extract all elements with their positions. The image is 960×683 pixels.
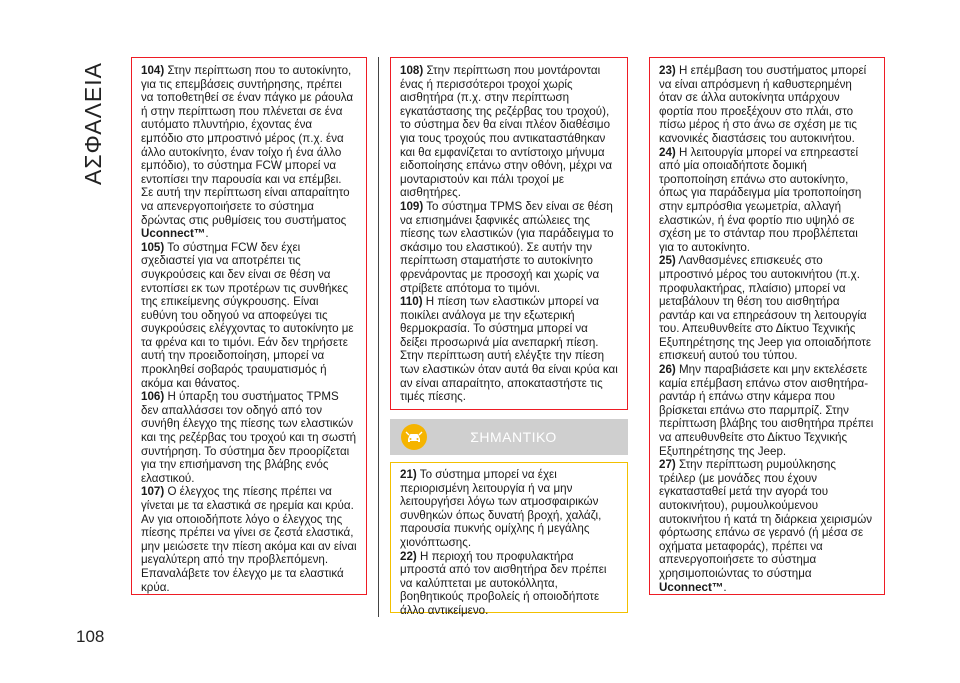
column-divider xyxy=(378,57,379,617)
notes-column-1 xyxy=(131,57,367,595)
note-number: 23) xyxy=(659,64,676,77)
note-paragraph: 21) Το σύστημα μπορεί να έχει περιορισμένη λειτουργία ή να μην λειτουργήσει λόγω των ατμοσφαιρικών συνθηκών όπως δυνατή βροχή, χαλάζι, παρουσία πυκνής ομίχλης ή μεγάλης χιονόπτωσης. xyxy=(400,468,602,549)
notes-column-3 xyxy=(649,57,885,595)
note-paragraph: 109) Το σύστημα TPMS δεν είναι σε θέση να επισημάνει ξαφνικές απώλειες της πίεσης των ελαστικών (για παράδειγμα το σκάσιμο του ελαστικού). Σε αυτήν την περίπτωση σταματήστε το αυτοκίνητο φρενάροντας με προσοχή και χωρίς να στρίβετε απότομα το τιμόνι. xyxy=(400,199,614,295)
note-paragraph: 25) Λανθασμένες επισκευές στο μπροστινό μέρος του αυτοκινήτου (π.χ. προφυλακτήρας, πλαίσιο) μπορεί να μεταβάλουν τη θέση του αισθητήρα ραντάρ και να επηρεάσουν τη λειτουργία του. Απευθυνθείτε στο Δίκτυο Τεχνικής Εξυπηρέτησης της Jeep για οποιαδήποτε επισκευή αυτού του τύπου. xyxy=(659,254,872,363)
note-paragraph: 108) Στην περίπτωση που μοντάρονται ένας ή περισσότεροι τροχοί χωρίς αισθητήρα (π.χ. στην περίπτωση εγκατάστασης της ρεζέρβας του τροχού), το σύστημα δεν θα είναι πλέον διαθέσιμο για τους τροχούς που αντικαταστάθηκαν και θα εμφανίζεται το αντίστοιχο μήνυμα ειδοποίησης επάνω στην οθόνη, μέχρι να μονταριστούν και πάλι τροχοί με αισθητήρες. xyxy=(400,64,613,200)
page-number: 108 xyxy=(76,627,105,646)
note-paragraph: 27) Στην περίπτωση ρυμούλκησης τρέιλερ (με μονάδες που έχουν εγκατασταθεί μετά την αγορά του αυτοκινήτου), ρυμουλκούμενου αυτοκινήτου ή κατά τη διάρκεια χειρισμών φόρτωσης επάνω σε γερανό (ή μέσα σε οχήματα μεταφοράς), πρέπει να απενεργοποιήσετε το σύστημα χρησιμοποιώντας το σύστημα Uconnect™. xyxy=(659,458,873,594)
note-paragraph: 107) Ο έλεγχος της πίεσης πρέπει να γίνεται με τα ελαστικά σε ηρεμία και κρύα. Αν για οποιοδήποτε λόγο ο έλεγχος της πίεσης πρέπει να γίνει σε ζεστά ελαστικά, μην μειώσετε την πίεση ακόμα και αν είναι μεγαλύτερη από την προβλεπόμενη. Επαναλάβετε τον έλεγχο με τα ελαστικά κρύα. xyxy=(141,485,357,594)
note-number: 26) xyxy=(659,363,676,377)
warning-car-icon xyxy=(401,424,427,450)
note-paragraph: 26) Μην παραβιάσετε και μην εκτελέσετε καμία επέμβαση επάνω στον αισθητήρα-ραντάρ ή επάνω στην κάμερα που βρίσκεται επάνω στο παρμπρίζ. Στην περίπτωση βλάβης του αισθητήρα πρέπει να απευθυνθείτε στο Δίκτυο Τεχνικής Εξυπηρέτησης της Jeep. xyxy=(659,363,874,458)
note-paragraph: 106) Η ύπαρξη του συστήματος TPMS δεν απαλλάσσει τον οδηγό από τον συνήθη έλεγχο της πίεσης των ελαστικών και της ρεζέρβας του τροχού και τη σωστή συντήρηση. Το σύστημα δεν προορίζεται για την επισήμανση της βλάβης ενός ελαστικού. xyxy=(141,390,357,485)
note-number: 109) xyxy=(400,199,424,213)
note-number: 25) xyxy=(659,254,676,268)
important-notes xyxy=(390,462,628,617)
brand-name: Uconnect™ xyxy=(659,580,724,594)
note-number: 24) xyxy=(659,145,676,159)
notes-column-2 xyxy=(390,57,628,410)
brand-name: Uconnect™ xyxy=(141,227,206,241)
important-banner xyxy=(390,419,628,455)
note-number: 104) xyxy=(141,64,165,77)
note-paragraph: 110) Η πίεση των ελαστικών μπορεί να ποικίλει ανάλογα με την εξωτερική θερμοκρασία. Το σύστημα μπορεί να δείξει προσωρινά μία ανεπαρκή πίεση. Στην περίπτωση αυτή ελέγξτε την πίεση των ελαστικών όταν αυτά θα είναι κρύα και αν είναι απαραίτητο, αποκαταστήστε τις τιμές πίεσης. xyxy=(400,295,618,404)
note-number: 27) xyxy=(659,458,676,472)
note-number: 105) xyxy=(141,240,165,254)
note-number: 110) xyxy=(400,295,423,309)
note-paragraph: 104) Στην περίπτωση που το αυτοκίνητο, για τις επεμβάσεις συντήρησης, πρέπει να τοποθετηθεί σε έναν πάγκο με ράουλα ή στην περίπτωση που πλένεται σε ένα αυτόματο πλυντήριο, έχοντας ένα εμπόδιο στο μπροστινό μέρος (π.χ. ένα άλλο αυτοκίνητο, έναν τοίχο ή ένα άλλο εμπόδιο), το σύστημα FCW μπορεί να εντοπίσει την παρουσία και να επέμβει. Σε αυτή την περίπτωση είναι απαραίτητο να απενεργοποιήσετε το σύστημα δρώντας στις ρυθμίσεις του συστήματος Uconnect™. xyxy=(141,64,354,241)
note-number: 108) xyxy=(400,64,424,77)
note-paragraph: 24) Η λειτουργία μπορεί να επηρεαστεί από μία οποιαδήποτε δομική τροποποίηση επάνω στο αυτοκίνητο, όπως για παράδειγμα μία τροποποίηση στην εμπρόσθια γεωμετρία, αλλαγή ελαστικών, ή ένα φορτίο πιο υψηλό σε σχέση με το στάνταρ που προβλέπεται για το αυτοκίνητο. xyxy=(659,145,862,254)
section-side-title xyxy=(74,48,114,198)
note-paragraph: 22) Η περιοχή του προφυλακτήρα μπροστά από τον αισθητήρα δεν πρέπει να καλύπτεται με αυτοκόλλητα, βοηθητικούς προβολείς ή οποιοδήποτε άλλο αντικείμενο. xyxy=(400,549,607,617)
note-paragraph: 105) Το σύστημα FCW δεν έχει σχεδιαστεί για να αποτρέπει τις συγκρούσεις και δεν είναι σε θέση να εντοπίσει εκ των προτέρων τις συνθήκες της επικείμενης σύγκρουσης. Είναι ευθύνη του οδηγού να αποφεύγει τις συγκρούσεις ελέγχοντας το αυτοκίνητο με τα φρένα και το τιμόνι. Εάν δεν τηρήσετε αυτή την προειδοποίηση, μπορεί να προκληθεί σοβαρός τραυματισμός ή ακόμα και θάνατος. xyxy=(141,240,354,390)
note-number: 106) xyxy=(141,390,165,404)
important-label: ΣΗΜΑΝΤΙΚΟ xyxy=(470,429,557,445)
side-title-text: ΑΣΦΑΛΕΙΑ xyxy=(80,61,107,185)
note-number: 22) xyxy=(400,549,417,563)
note-number: 107) xyxy=(141,485,165,499)
note-paragraph: 23) Η επέμβαση του συστήματος μπορεί να είναι απρόσμενη ή καθυστερημένη όταν σε άλλα αυτοκίνητα υπάρχουν φορτία που προεξέχουν στο πλάι, στο πίσω μέρος ή στο άνω σε σχέση με τις κανονικές διαστάσεις του αυτοκινήτου. xyxy=(659,64,867,145)
note-number: 21) xyxy=(400,468,417,481)
